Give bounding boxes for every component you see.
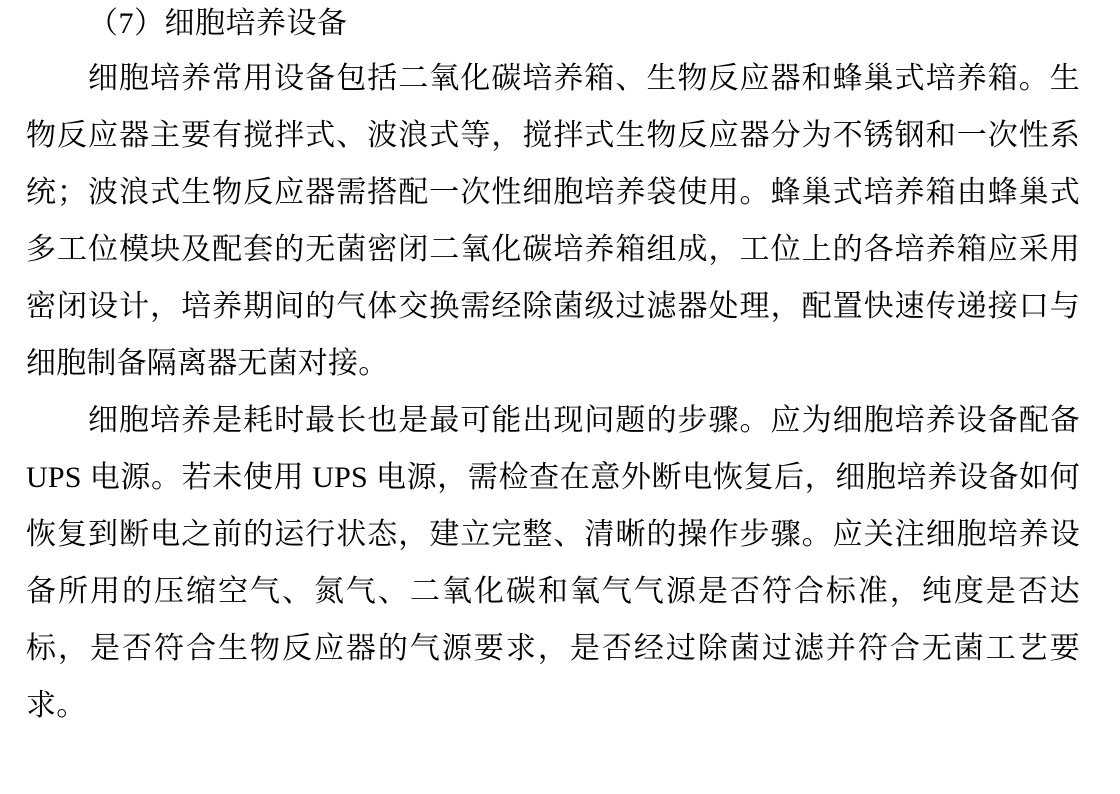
body-paragraph-1: 细胞培养常用设备包括二氧化碳培养箱、生物反应器和蜂巢式培养箱。生物反应器主要有搅拌式、波浪式等，搅拌式生物反应器分为不锈钢和一次性系统；波浪式生物反应器需搭配一次性细胞培养袋使用。蜂巢式培养箱由蜂巢式多工位模块及配套的无菌密闭二氧化碳培养箱组成，工位上的各培养箱应采用密闭设计，培养期间的气体交换需经除菌级过滤器处理，配置快速传递接口与细胞制备隔离器无菌对接。 bbox=[26, 62, 1080, 380]
section-heading: （7）细胞培养设备 bbox=[88, 7, 348, 40]
body-paragraph-2: 细胞培养是耗时最长也是最可能出现问题的步骤。应为细胞培养设备配备 UPS 电源。若未使用 UPS 电源，需检查在意外断电恢复后，细胞培养设备如何恢复到断电之前的运行状态，建立完整、清晰的操作步骤。应关注细胞培养设备所用的压缩空气、氮气、二氧化碳和氧气气源是否符合标准，纯度是否达标，是否符合生物反应器的气源要求，是否经过除菌过滤并符合无菌工艺要求。 bbox=[26, 404, 1080, 722]
document-page bbox=[0, 2, 1120, 794]
